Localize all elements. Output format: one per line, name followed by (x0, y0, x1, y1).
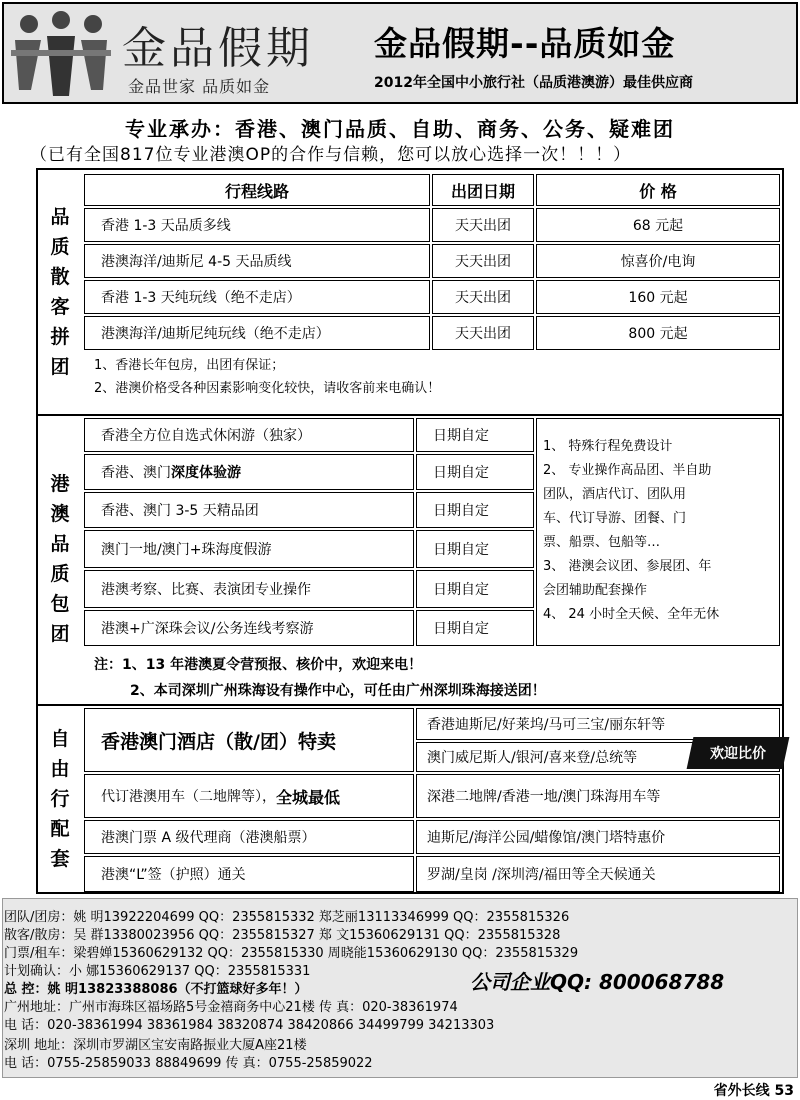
table-row-date: 天天出团 (432, 280, 534, 314)
table-row-date: 天天出团 (432, 208, 534, 242)
ticket-options: 迪斯尼/海洋公园/蜡像馆/澳门塔特惠价 (416, 820, 780, 854)
feature-line: 2、 专业操作高品团、半自助 (543, 463, 712, 478)
label-char: 质 (50, 236, 70, 258)
ticket-agent: 港澳门票 A 级代理商（港澳船票） (84, 820, 414, 854)
header-price: 价 格 (536, 174, 780, 206)
contact-line: 团队/团房：姚 明13922204699 QQ：2355815332 郑芝丽13113346999 QQ：2355815326 (4, 910, 570, 925)
route-highlight: 深度体验游 (171, 465, 241, 481)
section1-notes (94, 354, 440, 400)
feature-line: 1、 特殊行程免费设计 (543, 439, 673, 454)
label-char: 品 (50, 533, 70, 555)
guangzhou-address: 广州地址：广州市海珠区福场路5号金禧商务中心21楼 传 真：020-38361974 (4, 1000, 458, 1015)
header-title: 金品假期--品质如金 (374, 24, 676, 63)
car-options: 深港二地牌/香港一地/澳门珠海用车等 (416, 774, 780, 818)
page-footer: 省外长线 53 (713, 1083, 794, 1099)
visa-service: 港澳“L”签（护照）通关 (84, 856, 414, 892)
section-divider (38, 704, 782, 706)
guangzhou-phone: 电 话：020-38361994 38361984 38320874 38420866 34499799 34213303 (4, 1018, 495, 1033)
table-row-date: 日期自定 (416, 418, 534, 452)
note-line: 2、港澳价格受各种因素影响变化较快，请收客前来电确认！ (94, 381, 441, 396)
feature-line: 团队，酒店代订、团队用 (543, 487, 687, 502)
label-char: 团 (50, 623, 70, 645)
compare-price-badge (687, 737, 790, 769)
label-char: 质 (50, 563, 70, 585)
table-row-date: 日期自定 (416, 530, 534, 568)
label-char: 澳 (50, 503, 70, 525)
table-row-date: 日期自定 (416, 492, 534, 528)
feature-line: 3、 港澳会议团、参展团、年 (543, 559, 712, 574)
table-row-date: 日期自定 (416, 454, 534, 490)
table-row-date: 天天出团 (432, 244, 534, 278)
table-row-route: 香港 1-3 天品质多线 (84, 208, 430, 242)
table-row-route: 港澳考察、比赛、表演团专业操作 (84, 570, 414, 608)
note-line: 2、本司深圳广州珠海设有操作中心，可任由广州深圳珠海接送团！ (130, 683, 546, 699)
table-row-price: 800 元起 (536, 316, 780, 350)
header-date: 出团日期 (432, 174, 534, 206)
section-label-group-tour (38, 170, 82, 414)
table-row-price: 惊喜价/电询 (536, 244, 780, 278)
car-service (84, 774, 414, 818)
contact-line: 计划确认：小 娜15360629137 QQ：2355815331 (4, 964, 311, 979)
note-line: 注：1、13 年港澳夏令营预报、核价中，欢迎来电！ (94, 657, 423, 673)
label-char: 自 (50, 728, 70, 750)
table-row-route: 香港 1-3 天纯玩线（绝不走店） (84, 280, 430, 314)
table-row-price: 160 元起 (536, 280, 780, 314)
header-route: 行程线路 (84, 174, 430, 206)
hotel-special: 香港澳门酒店（散/团）特卖 (84, 708, 414, 772)
feature-line: 车、代订导游、团餐、门 (543, 511, 687, 526)
contact-line: 散客/散房：吴 群13380023956 QQ：2355815327 郑 文15360629131 QQ：2355815328 (4, 928, 561, 943)
feature-line: 4、 24 小时全天候、全年无休 (543, 607, 720, 622)
label-char: 拼 (50, 326, 70, 348)
header-banner (2, 2, 798, 104)
hotel-macau-list: 澳门威尼斯人/银河/喜来登/总统等 (416, 742, 780, 772)
route-text: 香港、澳门 (101, 465, 171, 481)
brand-name: 金品假期 (122, 23, 314, 74)
table-row-price: 68 元起 (536, 208, 780, 242)
table-row-route: 港澳海洋/迪斯尼纯玩线（绝不走店） (84, 316, 430, 350)
chief-contact: 总 控：姚 明13823388086（不打篮球好多年！） (4, 982, 308, 997)
header-award: 2012年全国中小旅行社（品质港澳游）最佳供应商 (374, 75, 693, 91)
label-char: 行 (50, 788, 70, 810)
section2-notes (94, 652, 546, 704)
table-row-route: 香港全方位自选式休闲游（独家） (84, 418, 414, 452)
intro-trust: （已有全国817位专业港澳OP的合作与信赖，您可以放心选择一次！！！） (30, 145, 632, 165)
main-frame (36, 168, 784, 894)
table-row-date: 日期自定 (416, 570, 534, 608)
company-qq: 公司企业QQ: 800068788 (470, 970, 725, 994)
feature-line: 会团辅助配套操作 (543, 583, 648, 598)
table-row-route: 澳门一地/澳门+珠海度假游 (84, 530, 414, 568)
label-char: 由 (50, 758, 70, 780)
features-list (543, 435, 719, 627)
car-highlight: 全城最低 (276, 787, 341, 807)
section-label-private-tour (38, 416, 82, 702)
label-char: 套 (50, 848, 70, 870)
note-line: 1、香港长年包房，出团有保证； (94, 358, 285, 373)
shenzhen-address: 深圳 地址：深圳市罗湖区宝安南路振业大厦A座21楼 (4, 1038, 307, 1053)
label-char: 散 (50, 266, 70, 288)
table-row-date: 日期自定 (416, 610, 534, 646)
section-label-free-travel (38, 706, 82, 892)
people-logo-icon (10, 10, 112, 100)
hotel-hk-list: 香港迪斯尼/好莱坞/马可三宝/丽东轩等 (416, 708, 780, 740)
table-row-route: 港澳海洋/迪斯尼 4-5 天品质线 (84, 244, 430, 278)
contact-line: 门票/租车：梁碧婵15360629132 QQ：2355815330 周晓能15360629130 QQ：2355815329 (4, 946, 579, 961)
intro-services: 专业承办：香港、澳门品质、自助、商务、公务、疑难团 (125, 117, 675, 141)
table-row-route: 香港、澳门 3-5 天精品团 (84, 492, 414, 528)
section-divider (38, 414, 782, 416)
feature-line: 票、船票、包船等… (543, 535, 661, 550)
label-char: 配 (50, 818, 70, 840)
brand-slogan: 金品世家 品质如金 (128, 77, 271, 96)
label-char: 港 (50, 473, 70, 495)
label-char: 包 (50, 593, 70, 615)
features-box (536, 418, 780, 646)
label-char: 团 (50, 356, 70, 378)
border-crossings: 罗湖/皇岗 /深圳湾/福田等全天候通关 (416, 856, 780, 892)
table-row-route (84, 454, 414, 490)
shenzhen-phone: 电 话：0755-25859033 88849699 传 真：0755-25859022 (4, 1056, 373, 1071)
label-char: 品 (50, 206, 70, 228)
table-row-date: 天天出团 (432, 316, 534, 350)
badge-text: 欢迎比价 (710, 746, 766, 762)
car-text: 代订港澳用车（二地牌等）， (101, 789, 276, 805)
table-row-route: 港澳+广深珠会议/公务连线考察游 (84, 610, 414, 646)
label-char: 客 (50, 296, 70, 318)
